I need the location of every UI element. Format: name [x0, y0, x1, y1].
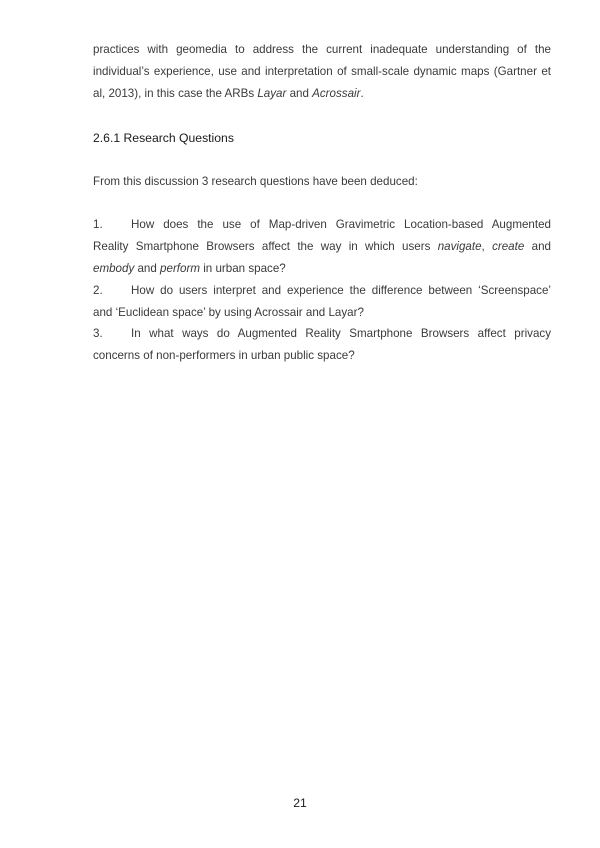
- question-number: 3.: [93, 327, 103, 340]
- intro-paragraph: [93, 39, 551, 105]
- lead-sentence: From this discussion 3 research questions have been deduced:: [93, 175, 418, 188]
- question-number: 1.: [93, 218, 103, 231]
- section-heading: 2.6.1 Research Questions: [93, 131, 234, 145]
- intro-line-1: practices with geomedia to address the current inadequate understanding of the: [93, 43, 551, 56]
- question-1-line-2: Reality Smartphone Browsers affect the way in which users navigate, create and: [93, 240, 551, 253]
- question-3-line-2: concerns of non-performers in urban public space?: [93, 349, 355, 362]
- page-number: 21: [293, 796, 307, 810]
- intro-line-2: individual’s experience, use and interpretation of small-scale dynamic maps (Gartner et: [93, 65, 551, 78]
- question-1: [93, 214, 551, 280]
- question-number: 2.: [93, 284, 103, 297]
- question-2: [93, 280, 551, 324]
- intro-line-3: al, 2013), in this case the ARBs Layar and Acrossair.: [93, 87, 364, 100]
- question-2-line-2: and ‘Euclidean space’ by using Acrossair and Layar?: [93, 306, 364, 319]
- question-3-line-1: 3. In what ways do Augmented Reality Smartphone Browsers affect privacy: [93, 323, 551, 345]
- layar-term: Layar: [257, 87, 287, 100]
- question-1-line-1: 1. How does the use of Map-driven Gravimetric Location-based Augmented: [93, 214, 551, 236]
- question-2-line-1: 2. How do users interpret and experience the difference between ‘Screenspace’: [93, 280, 551, 302]
- question-1-line-3: embody and perform in urban space?: [93, 262, 286, 275]
- acrossair-term: Acrossair: [312, 87, 361, 100]
- question-3: [93, 323, 551, 367]
